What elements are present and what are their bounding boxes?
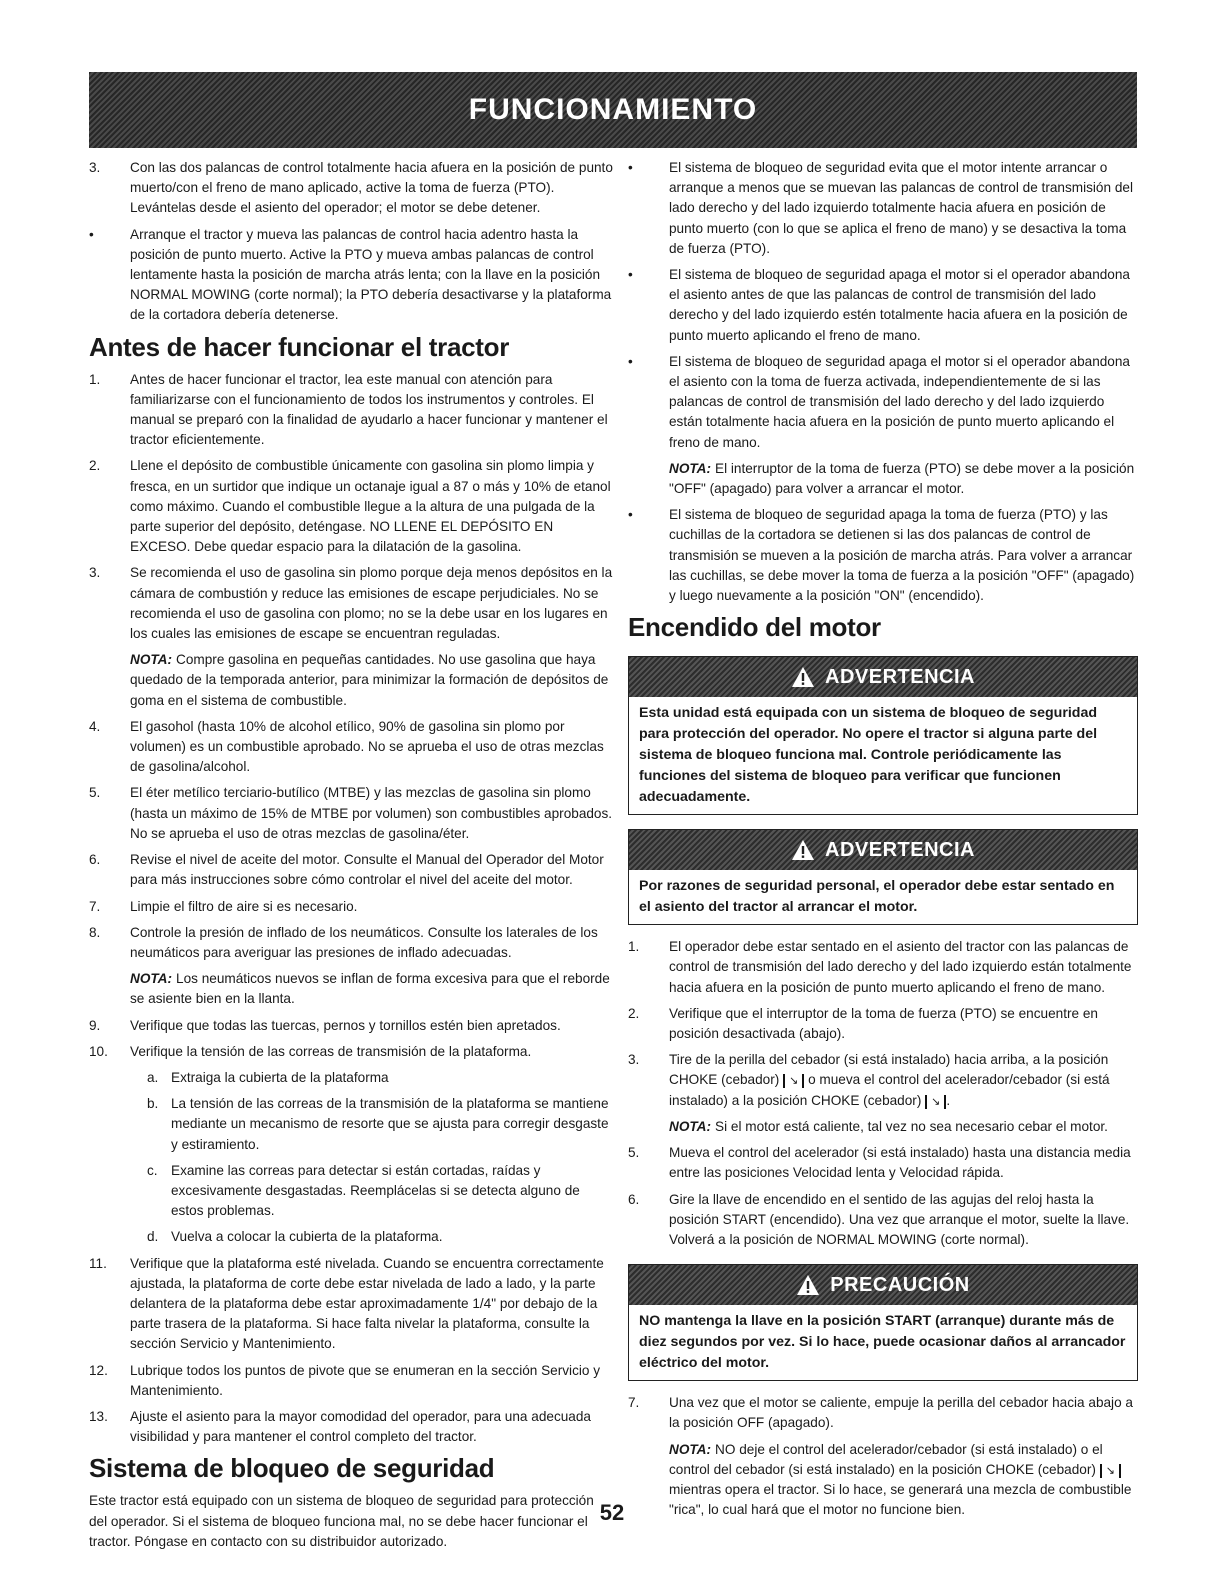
list-item: 7. Limpie el filtro de aire si es necesario. — [89, 898, 358, 914]
sub-list-item: b. La tensión de las correas de la transmisión de la plataforma se mantiene mediante un mecanismo de resorte que se ajusta para corregir desgaste y estiramiento. — [147, 1096, 609, 1152]
note: NOTA: Si el motor está caliente, tal vez no sea necesario cebar el motor. — [669, 1118, 1108, 1134]
list-item: • El sistema de bloqueo de seguridad evita que el motor intente arrancar o arranque a menos que se muevan las palancas de control de transmisión del lado derecho y del lado izquierdo totalmente hacia afuera en posición de punto muerto (con lo que se aplica el freno de mano) y se desactiva la toma de fuerza (PTO). — [628, 160, 1133, 256]
warning-box — [628, 656, 1138, 815]
list-item: • El sistema de bloqueo de seguridad apaga el motor si el operador abandona el asiento con la toma de fuerza activada, independientemente de si las palancas de control de transmisión del lado derecho y del lado izquierdo están totalmente hacia afuera en la posición de punto muerto aplicando el freno de mano. — [628, 353, 1130, 450]
choke-icon: ↘ — [783, 1074, 804, 1088]
list-item: 5. El éter metílico terciario-butílico (MTBE) y las mezclas de gasolina sin plomo (hasta un máximo de 15% de MTBE por volumen) son combustibles aprobados. No se aprueba el uso de otras mezclas de gasolina/éter. — [89, 785, 613, 841]
caution-box — [628, 1264, 1138, 1381]
list-item: 5. Mueva el control del acelerador (si está instalado) hasta una distancia media entre las posiciones Velocidad lenta y Velocidad rápida. — [628, 1145, 1131, 1181]
note: NOTA: NO deje el control del acelerador/cebador (si está instalado) o el control del cebador (si está instalado) en la posición CHOKE (cebador) ↘ mientras opera el tractor. Si lo hace, se generará una mezcla de combustible "rica", lo cual hará que el motor no funcione bien. — [669, 1441, 1132, 1518]
warning-triangle-icon — [791, 839, 815, 861]
list-item: 8. Controle la presión de inflado de los neumáticos. Consulte los laterales de los neumáticos para averiguar las presiones de inflado adecuadas. — [89, 924, 598, 960]
note: NOTA: Compre gasolina en pequeñas cantidades. No use gasolina que haya quedado de la temporada anterior, para minimizar la formación de depósitos de goma en el sistema de combustible. — [130, 652, 609, 708]
list-item: • Arranque el tractor y mueva las palancas de control hacia adentro hasta la posición de punto muerto. Active la PTO y mueva ambas palancas de control lentamente hasta la posición de marcha atrás lenta; con la llave en la posición NORMAL MOWING (corte normal); la PTO debería desactivarse y la plataforma de la cortadora debería detenerse. — [89, 226, 612, 323]
list-item: 3. Tire de la perilla del cebador (si está instalado) hacia arriba, a la posición CHOKE (cebador) ↘ o mueva el control del acelerador/cebador (si está instalado) a la posición CHOKE (cebador) ↘ . — [628, 1052, 1110, 1108]
sub-list-item: d. Vuelva a colocar la cubierta de la plataforma. — [147, 1229, 443, 1245]
sub-list-item: a. Extraiga la cubierta de la plataforma — [147, 1069, 389, 1085]
caution-text: NO mantenga la llave en la posición START (arranque) durante más de diez segundos por vez. Si lo hace, puede ocasionar daños al arrancador eléctrico del motor. — [639, 1313, 1126, 1372]
list-item: • El sistema de bloqueo de seguridad apaga el motor si el operador abandona el asiento antes de que las palancas de control de transmisión del lado derecho y del lado izquierdo estén totalmente hacia afuera en la posición de punto muerto aplicando el freno de mano. — [628, 267, 1130, 343]
list-item: 11. Verifique que la plataforma esté nivelada. Cuando se encuentra correctamente ajustada, la plataforma de corte debe estar nivelada de lado a lado, y la parte delantera de la plataforma debe estar aproximadamente 1/4" por debajo de la parte trasera de la plataforma. Si hace falta nivelar la plataforma, consulte la sección Servicio y Mantenimiento. — [89, 1255, 604, 1352]
note: NOTA: Los neumáticos nuevos se inflan de forma excesiva para que el reborde se asiente bien en la llanta. — [130, 971, 610, 1007]
caution-header: PRECAUCIÓN — [629, 1265, 1137, 1305]
paragraph: Este tractor está equipado con un sistema de bloqueo de seguridad para protección del operador. Si el sistema de bloqueo funciona mal, no se debe hacer funcionar el tractor. Póngase en contacto con su distribuidor autorizado. — [89, 1493, 594, 1549]
list-item: 6. Revise el nivel de aceite del motor. Consulte el Manual del Operador del Motor para más instrucciones sobre cómo controlar el nivel del aceite del motor. — [89, 852, 604, 888]
section-heading: Antes de hacer funcionar el tractor — [89, 331, 510, 362]
list-item: 3. Se recomienda el uso de gasolina sin plomo porque deja menos depósitos en la cámara de combustión y reduce las emisiones de escape perjudiciales. No se recomienda el uso de gasolina con plomo; no se la debe usar en los lugares en los cuales las emisiones de escape se encuentran reguladas. — [89, 565, 613, 642]
list-item: 7. Una vez que el motor se caliente, empuje la perilla del cebador hacia abajo a la posición OFF (apagado). — [628, 1395, 1133, 1431]
warning-header: ADVERTENCIA — [629, 830, 1137, 870]
note: NOTA: El interruptor de la toma de fuerza (PTO) se debe mover a la posición "OFF" (apagado) para volver a arrancar el motor. — [669, 460, 1135, 497]
page-number: 52 — [599, 1500, 625, 1525]
warning-box — [628, 829, 1138, 925]
list-item: • El sistema de bloqueo de seguridad apaga la toma de fuerza (PTO) y las cuchillas de la cortadora se detienen si las dos palancas de control de transmisión se mueven a la posición de marcha atrás. Para volver a arrancar las cuchillas, se debe mover la toma de fuerza a la posición "OFF" (apagado) y luego nuevamente a la posición "ON" (encendido). — [628, 507, 1135, 604]
list-item: 6. Gire la llave de encendido en el sentido de las agujas del reloj hasta la posición START (encendido). Una vez que arranque el motor, suelte la llave. Volverá a la posición de NORMAL MOWING (corte normal). — [628, 1191, 1130, 1247]
list-item: 4. El gasohol (hasta 10% de alcohol etílico, 90% de gasolina sin plomo por volumen) es un combustible aprobado. No se aprueba el uso de otras mezclas de gasolina/alcohol. — [89, 718, 604, 775]
list-item: 2. Verifique que el interruptor de la toma de fuerza (PTO) se encuentre en posición desactivada (abajo). — [628, 1005, 1098, 1042]
warning-triangle-icon — [796, 1274, 820, 1296]
warning-text: Esta unidad está equipada con un sistema de bloqueo de seguridad para protección del operador. No opere el tractor si alguna parte del sistema de bloqueo funciona mal. Controle periódicamente las funciones del sistema de bloqueo para verificar que funcionen adecuadamente. — [639, 705, 1098, 806]
warning-triangle-icon — [791, 666, 815, 688]
list-item: 3. Con las dos palancas de control totalmente hacia afuera en la posición de punto muerto/con el freno de mano aplicado, active la toma de fuerza (PTO). Levántelas desde el asiento del operador; el motor se debe detener. — [89, 160, 613, 216]
section-heading: Encendido del motor — [628, 612, 881, 643]
section-heading: Sistema de bloqueo de seguridad — [89, 1453, 495, 1484]
page-title: FUNCIONAMIENTO — [468, 93, 758, 126]
list-item: 1. Antes de hacer funcionar el tractor, lea este manual con atención para familiarizarse con el funcionamiento de todos los instrumentos y controles. El manual se preparó con la finalidad de ayudarlo a hacer funcionar y mantener el tractor eficientemente. — [89, 371, 608, 448]
right-column — [628, 158, 1138, 1526]
list-item: 9. Verifique que todas las tuercas, pernos y tornillos estén bien apretados. — [89, 1017, 561, 1033]
list-item: 10. Verifique la tensión de las correas de transmisión de la plataforma. — [89, 1043, 532, 1059]
choke-icon: ↘ — [925, 1095, 946, 1109]
header-banner — [89, 72, 1137, 148]
left-column — [89, 158, 614, 1552]
list-item: 13. Ajuste el asiento para la mayor comodidad del operador, para una adecuada visibilidad y para mantener el control completo del tractor. — [89, 1408, 591, 1445]
choke-icon: ↘ — [1100, 1464, 1121, 1478]
list-item: 2. Llene el depósito de combustible únicamente con gasolina sin plomo limpia y fresca, en un surtidor que indique un octanaje igual a 87 o más y 10% de etanol como máximo. Cuando el combustible llegue a la altura de una pulgada de la parte superior del depósito, deténgase. NO LLENE EL DEPÓSITO EN EXCESO. Debe quedar espacio para la dilatación de la gasolina. — [89, 458, 611, 555]
list-item: 12. Lubrique todos los puntos de pivote que se enumeran en la sección Servicio y Mantenimiento. — [89, 1362, 601, 1398]
list-item: 1. El operador debe estar sentado en el asiento del tractor con las palancas de control de transmisión del lado derecho y del lado izquierdo están totalmente hacia afuera en la posición de punto muerto aplicando el freno de mano. — [628, 939, 1132, 995]
warning-header: ADVERTENCIA — [629, 657, 1137, 697]
sub-list-item: c. Examine las correas para detectar si están cortadas, raídas y excesivamente desgastadas. Reemplácelas si se detecta alguno de estos problemas. — [147, 1162, 580, 1219]
warning-text: Por razones de seguridad personal, el operador debe estar sentado en el asiento del tractor al arrancar el motor. — [639, 878, 1115, 916]
